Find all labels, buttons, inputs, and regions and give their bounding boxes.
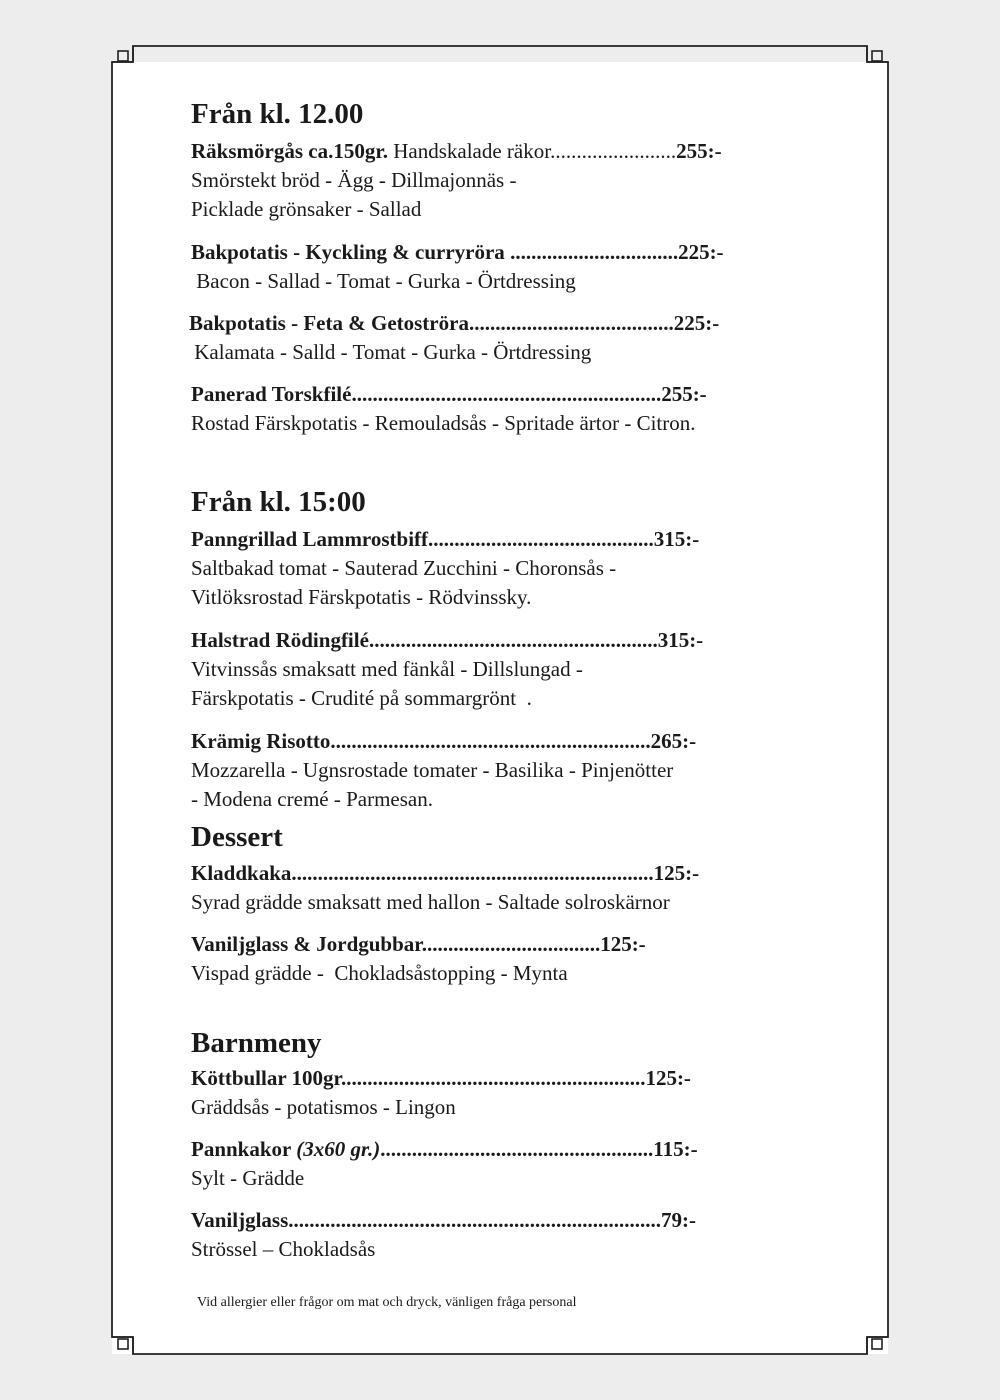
- menu-item-price: 125:-: [600, 932, 646, 956]
- menu-item-description: Kalamata - Salld - Tomat - Gurka - Örtdressing: [189, 340, 592, 364]
- menu-item-name: Kladdkaka: [191, 861, 292, 885]
- menu-item-title-line: [191, 858, 831, 888]
- menu-item-title-line: [191, 1063, 831, 1093]
- menu-item-leader: .............................................................: [330, 729, 651, 753]
- menu-item-price: 125:-: [645, 1066, 691, 1090]
- menu-item-title-line: [191, 929, 831, 959]
- menu-item-leader: ....................................................: [380, 1137, 654, 1161]
- menu-item-name: Köttbullar 100gr: [191, 1066, 341, 1090]
- menu-item-description: Saltbakad tomat - Sauterad Zucchini - Choronsås - Vitlöksrostad Färskpotatis - Rödvinssky.: [191, 556, 617, 609]
- menu-item-leader: ..................................: [421, 932, 601, 956]
- menu-item: [191, 929, 831, 988]
- menu-item-leader: ...........................................: [428, 527, 654, 551]
- menu-item-leader: ........................: [550, 139, 677, 163]
- menu-item: [191, 1063, 831, 1122]
- menu-item-name: Krämig Risotto: [191, 729, 331, 753]
- menu-item-price: 255:-: [661, 382, 707, 406]
- menu-item-title-line: [191, 136, 831, 166]
- menu-item-title-line: [191, 524, 831, 554]
- menu-item-name: Panerad Torskfilé: [191, 382, 352, 406]
- menu-item: [191, 524, 831, 612]
- menu-item-description: Syrad grädde smaksatt med hallon - Saltade solroskärnor: [191, 890, 670, 914]
- menu-item-leader: ................................: [510, 240, 679, 264]
- menu-item: [191, 136, 831, 224]
- menu-item-description: Rostad Färskpotatis - Remouladsås - Spritade ärtor - Citron.: [191, 411, 696, 435]
- section-heading: Från kl. 12.00: [191, 98, 364, 130]
- menu-item-name: Bakpotatis - Feta & Getoströra: [189, 311, 469, 335]
- menu-item-price: 225:-: [678, 240, 724, 264]
- menu-item: [191, 858, 831, 917]
- menu-item: [191, 726, 831, 814]
- menu-item-price: 125:-: [653, 861, 700, 885]
- section-heading: Barnmeny: [191, 1027, 322, 1059]
- menu-item-price: 315:-: [657, 628, 704, 652]
- menu-item: [191, 237, 831, 296]
- menu-item-title-line: [191, 1205, 831, 1235]
- menu-item-description: Strössel – Chokladsås: [191, 1237, 376, 1261]
- menu-item-title-line: [191, 379, 831, 409]
- menu-item-title-line: [191, 625, 831, 655]
- section-heading: Dessert: [191, 821, 283, 853]
- menu-item-price: 315:-: [653, 527, 700, 551]
- menu-item: [191, 379, 831, 438]
- allergy-notice: Vid allergier eller frågor om mat och dryck, vänligen fråga personal: [197, 1295, 577, 1310]
- menu-item-name: Halstrad Rödingfilé: [191, 628, 369, 652]
- section-heading: Från kl. 15:00: [191, 486, 366, 518]
- menu-item-leader: .......................................: [468, 311, 674, 335]
- menu-item-name: Pannkakor: [191, 1137, 297, 1161]
- menu-item-description: Mozzarella - Ugnsrostade tomater - Basilika - Pinjenötter - Modena cremé - Parmesan.: [191, 758, 674, 811]
- menu-item: [191, 625, 831, 713]
- menu-item-name: Vaniljglass: [191, 1208, 289, 1232]
- menu-item-name: Panngrillad Lammrostbiff: [191, 527, 429, 551]
- menu-item-price: 255:-: [676, 139, 722, 163]
- menu-item-price: 225:-: [673, 311, 720, 335]
- menu-item-price: 115:-: [653, 1137, 698, 1161]
- menu-item-leader: .......................................................: [368, 628, 658, 652]
- menu-item-name: Vaniljglass & Jordgubbar: [191, 932, 422, 956]
- menu-item-description: Vispad grädde - Chokladsåstopping - Mynta: [191, 961, 568, 985]
- menu-item-title-line: [189, 308, 829, 338]
- menu-item-description: Smörstekt bröd - Ägg - Dillmajonnäs - Picklade grönsaker - Sallad: [191, 168, 517, 221]
- menu-item-description: Sylt - Grädde: [191, 1166, 305, 1190]
- menu-item-description: Gräddsås - potatismos - Lingon: [191, 1095, 456, 1119]
- menu-item-note: (3x60 gr.): [296, 1137, 381, 1161]
- menu-item: [189, 308, 829, 367]
- menu-item-title-line: [191, 237, 831, 267]
- menu-item: [191, 1205, 831, 1264]
- menu-item-title-line: [191, 726, 831, 756]
- menu-item: [191, 1134, 831, 1193]
- menu-item-leader: ...........................................................: [351, 382, 662, 406]
- menu-item-title-line: [191, 1134, 831, 1164]
- menu-item-name: Räksmörgås ca.150gr.: [191, 139, 388, 163]
- menu-item-price: 79:-: [661, 1208, 697, 1232]
- menu-item-price: 265:-: [650, 729, 697, 753]
- menu-item-note: Handskalade räkor: [387, 139, 551, 163]
- menu-item-name: Bakpotatis - Kyckling & curryröra: [191, 240, 511, 264]
- menu-item-description: Bacon - Sallad - Tomat - Gurka - Örtdressing: [191, 269, 576, 293]
- menu-item-leader: .......................................................................: [288, 1208, 662, 1232]
- menu-item-description: Vitvinssås smaksatt med fänkål - Dillslungad - Färskpotatis - Crudité på sommargrönt .: [191, 657, 583, 710]
- menu-item-leader: ..........................................................: [340, 1066, 646, 1090]
- menu-item-leader: .....................................................................: [291, 861, 654, 885]
